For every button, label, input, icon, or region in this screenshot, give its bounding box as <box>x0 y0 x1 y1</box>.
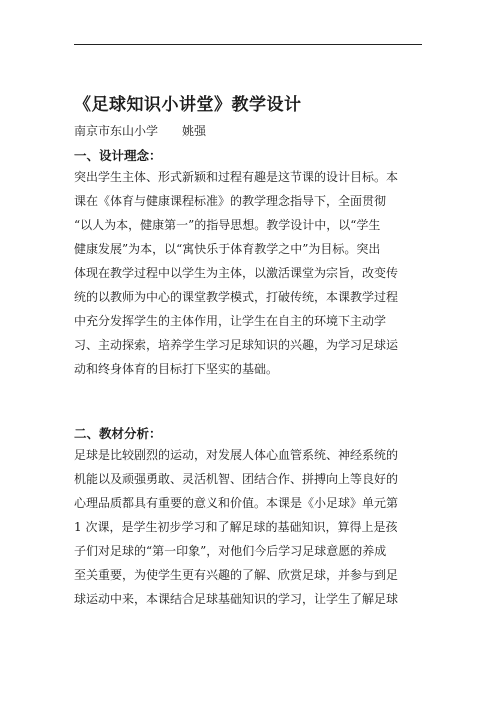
paragraph-line: 心理品质都具有重要的意义和价值。本课是《小足球》单元第 <box>74 496 399 510</box>
paragraph-line: 足球是比较剧烈的运动，对发展人体心血管系统、神经系统的 <box>74 448 399 462</box>
paragraph-line: 中充分发挥学生的主体作用，让学生在自主的环境下主动学 <box>74 314 387 328</box>
header-rule <box>74 44 422 45</box>
paragraph-line: 统的以教师为中心的课堂教学模式，打破传统，本课教学过程 <box>74 290 399 304</box>
school-name: 南京市东山小学 <box>74 124 159 138</box>
paragraph-line: 突出学生主体、形式新颖和过程有趣是这节课的设计目标。本 <box>74 170 399 184</box>
section-heading-material-analysis: 二、教材分析： <box>74 426 162 441</box>
paragraph-line: “以人为本，健康第一”的指导思想。教学设计中，以“学生 <box>74 218 381 232</box>
paragraph-line: 课在《体育与健康课程标准》的教学理念指导下，全面贯彻 <box>74 194 387 208</box>
section-body-design-concept <box>74 165 424 381</box>
paragraph-line: 动和终身体育的目标打下坚实的基础。 <box>74 362 279 376</box>
document-title: 《足球知识小讲堂》教学设计 <box>74 95 302 115</box>
section-heading-design-concept: 一、设计理念： <box>74 148 162 163</box>
author-name: 姚强 <box>182 124 207 138</box>
section-body-material-analysis <box>74 443 424 611</box>
author-line <box>74 122 206 139</box>
paragraph-line: 习、主动探索，培养学生学习足球知识的兴趣，为学习足球运 <box>74 338 399 352</box>
paragraph-line: 1 次课，是学生初步学习和了解足球的基础知识，算得上是孩 <box>74 520 398 534</box>
paragraph-line: 健康发展”为本，以“寓快乐于体育教学之中”为目标。突出 <box>74 242 381 256</box>
paragraph-line: 至关重要，为使学生更有兴趣的了解、欣赏足球，并参与到足 <box>74 568 399 582</box>
paragraph-line: 体现在教学过程中以学生为主体，以激活课堂为宗旨，改变传 <box>74 266 399 280</box>
paragraph-line: 子们对足球的“第一印象”，对他们今后学习足球意愿的养成 <box>74 544 387 558</box>
paragraph-line: 球运动中来，本课结合足球基础知识的学习，让学生了解足球 <box>74 592 399 606</box>
paragraph-line: 机能以及顽强勇敢、灵活机智、团结合作、拼搏向上等良好的 <box>74 472 399 486</box>
